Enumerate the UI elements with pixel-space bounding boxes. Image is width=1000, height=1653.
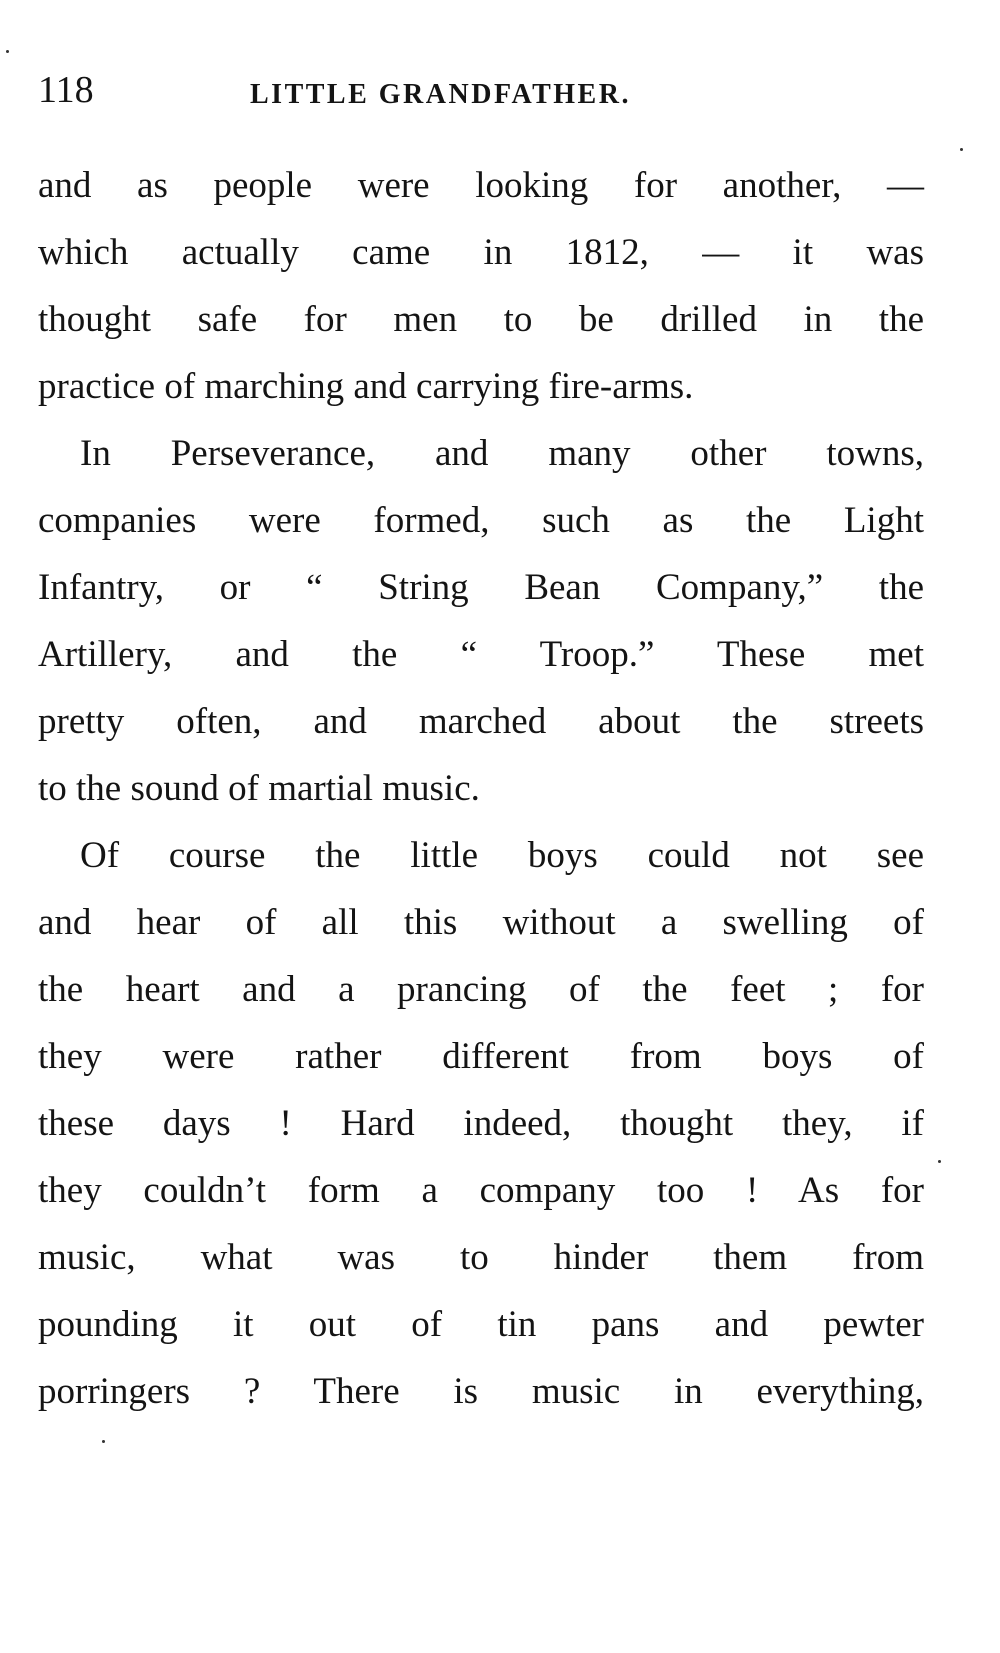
print-speck	[102, 1440, 105, 1443]
text-line: the heart and a prancing of the feet ; for	[38, 969, 924, 1010]
text-line: pretty often, and marched about the streets	[38, 701, 924, 742]
paragraph-start-line: In Perseverance, and many other towns,	[80, 433, 924, 474]
print-speck	[6, 50, 9, 53]
text-line: thought safe for men to be drilled in the	[38, 299, 924, 340]
text-line: they were rather different from boys of	[38, 1036, 924, 1077]
text-line: practice of marching and carrying fire-arms.	[38, 366, 694, 407]
text-line: which actually came in 1812, — it was	[38, 232, 924, 273]
text-line: these days ! Hard indeed, thought they, if	[38, 1103, 924, 1144]
text-line: porringers ? There is music in everything,	[38, 1371, 924, 1412]
text-line: Infantry, or “ String Bean Company,” the	[38, 567, 924, 608]
text-line: and as people were looking for another, —	[38, 165, 924, 206]
body-text	[38, 160, 924, 1433]
text-line: music, what was to hinder them from	[38, 1237, 924, 1278]
print-speck	[960, 148, 963, 151]
paragraph-start-line: Of course the little boys could not see	[80, 835, 924, 876]
print-speck	[938, 1160, 941, 1163]
text-line: they couldn’t form a company too ! As for	[38, 1170, 924, 1211]
text-line: pounding it out of tin pans and pewter	[38, 1304, 924, 1345]
text-line: companies were formed, such as the Light	[38, 500, 924, 541]
text-line: and hear of all this without a swelling of	[38, 902, 924, 943]
page-number: 118	[38, 69, 94, 111]
running-title: LITTLE GRANDFATHER.	[250, 79, 631, 110]
running-head	[38, 62, 918, 122]
text-line: Artillery, and the “ Troop.” These met	[38, 634, 924, 675]
text-line: to the sound of martial music.	[38, 768, 480, 809]
